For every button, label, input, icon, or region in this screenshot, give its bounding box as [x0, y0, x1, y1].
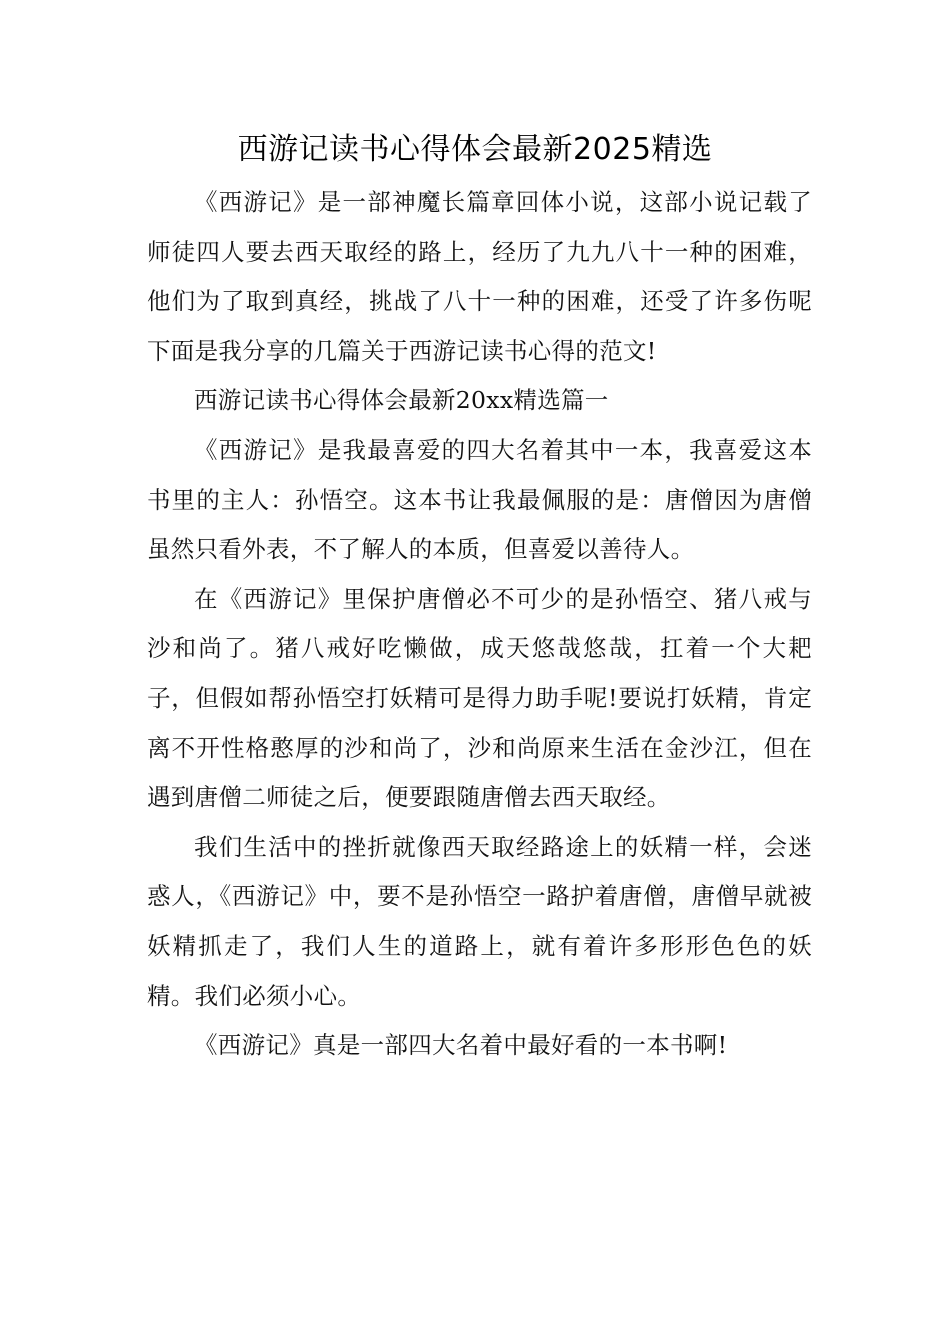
paragraph: 在《西游记》里保护唐僧必不可少的是孙悟空、猪八戒与沙和尚了。猪八戒好吃懒做，成天悠哉悠哉，扛着一个大耙子，但假如帮孙悟空打妖精可是得力助手呢!要说打妖精，肯定离不开性格憨厚的沙和尚了，沙和尚原来生活在金沙江，但在遇到唐僧二师徒之后，便要跟随唐僧去西天取经。 — [147, 584, 812, 812]
document-body — [147, 178, 812, 1071]
section-heading: 西游记读书心得体会最新20xx精选篇一 — [194, 386, 609, 415]
paragraph: 我们生活中的挫折就像西天取经路途上的妖精一样，会迷惑人，《西游记》中，要不是孙悟空一路护着唐僧，唐僧早就被妖精抓走了，我们人生的道路上，就有着许多形形色色的妖精。我们必须小心。 — [147, 832, 812, 1010]
paragraph: 《西游记》真是一部四大名着中最好看的一本书啊! — [194, 1031, 728, 1060]
paragraph: 《西游记》是我最喜爱的四大名着其中一本，我喜爱这本书里的主人：孙悟空。这本书让我最佩服的是：唐僧因为唐僧虽然只看外表，不了解人的本质，但喜爱以善待人。 — [147, 435, 812, 564]
document-title: 西游记读书心得体会最新2025精选 — [237, 132, 713, 167]
paragraph-intro: 《西游记》是一部神魔长篇章回体小说，这部小说记载了师徒四人要去西天取经的路上，经历了九九八十一种的困难，他们为了取到真经，挑战了八十一种的困难，还受了许多伤呢下面是我分享的几篇关于西游记读书心得的范文! — [147, 188, 812, 365]
